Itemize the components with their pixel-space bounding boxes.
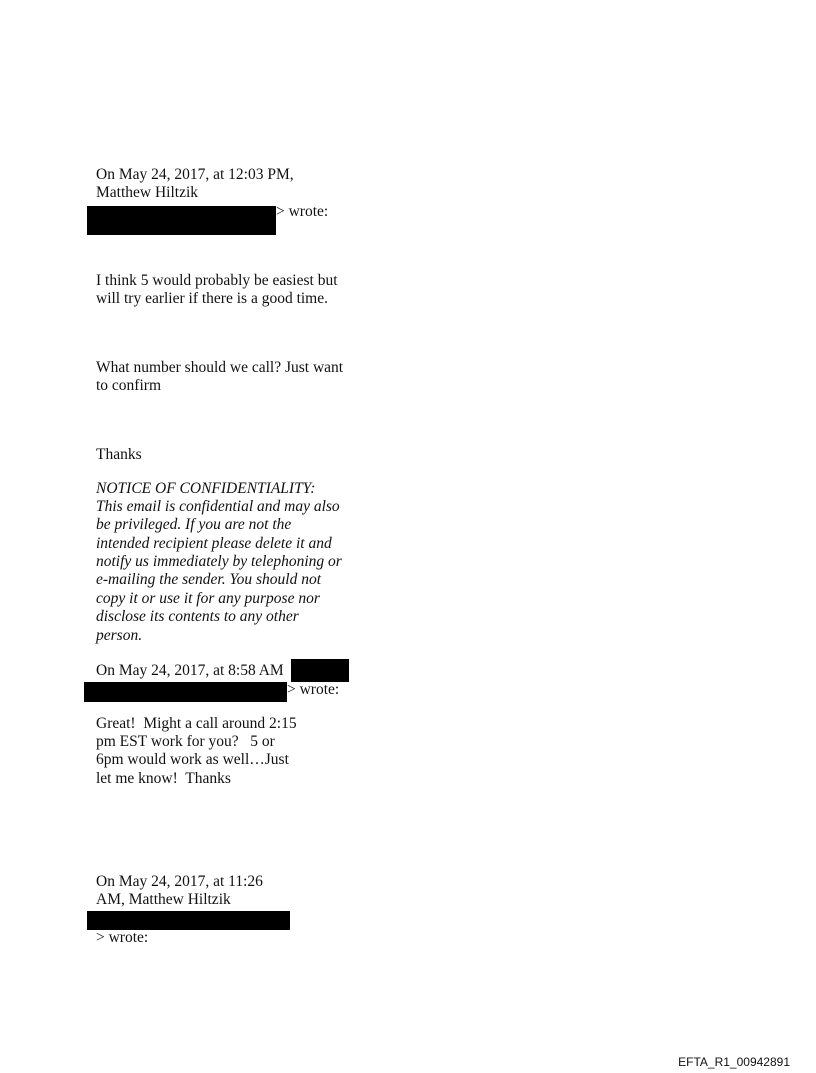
email-1-sign-off: Thanks — [96, 446, 142, 463]
email-2-body-line: Great! Might a call around 2:15 — [96, 715, 297, 732]
email-1-header-date: On May 24, 2017, at 12:03 PM, — [96, 166, 294, 183]
redaction-bar — [291, 659, 349, 682]
email-1-body-paragraph-1-line-2: will try earlier if there is a good time. — [96, 290, 328, 307]
email-1-body-paragraph-1-line-1: I think 5 would probably be easiest but — [96, 272, 338, 289]
redaction-bar — [87, 206, 276, 235]
confidentiality-notice-line: e-mailing the sender. You should not — [96, 571, 322, 588]
redaction-bar — [87, 911, 290, 930]
email-2-body-line: 6pm would work as well…Just — [96, 751, 289, 768]
confidentiality-notice-line: notify us immediately by telephoning or — [96, 553, 342, 570]
email-3-header-date: On May 24, 2017, at 11:26 — [96, 873, 263, 890]
confidentiality-notice-line: NOTICE OF CONFIDENTIALITY: — [96, 480, 316, 497]
email-1-header-wrote: > wrote: — [276, 203, 329, 220]
email-1-body-paragraph-2-line-1: What number should we call? Just want — [96, 359, 344, 376]
confidentiality-notice-line: This email is confidential and may also — [96, 498, 340, 515]
email-3-header-wrote: > wrote: — [96, 929, 149, 946]
email-1-body-paragraph-2-line-2: to confirm — [96, 377, 161, 394]
email-2-body-line: pm EST work for you? 5 or — [96, 733, 275, 750]
confidentiality-notice-line: be privileged. If you are not the — [96, 516, 292, 533]
confidentiality-notice-line: copy it or use it for any purpose nor — [96, 590, 320, 607]
confidentiality-notice-line: disclose its contents to any other — [96, 608, 299, 625]
email-1-header-sender: Matthew Hiltzik — [96, 184, 199, 201]
confidentiality-notice-line: person. — [96, 627, 143, 644]
email-2-body-line: let me know! Thanks — [96, 770, 231, 787]
confidentiality-notice-line: intended recipient please delete it and — [96, 535, 332, 552]
email-3-header-sender: AM, Matthew Hiltzik — [96, 891, 231, 908]
email-2-header-date: On May 24, 2017, at 8:58 AM — [96, 662, 284, 679]
document-id: EFTA_R1_00942891 — [678, 1055, 790, 1069]
redaction-bar — [84, 682, 287, 702]
email-2-header-wrote: > wrote: — [287, 681, 340, 698]
